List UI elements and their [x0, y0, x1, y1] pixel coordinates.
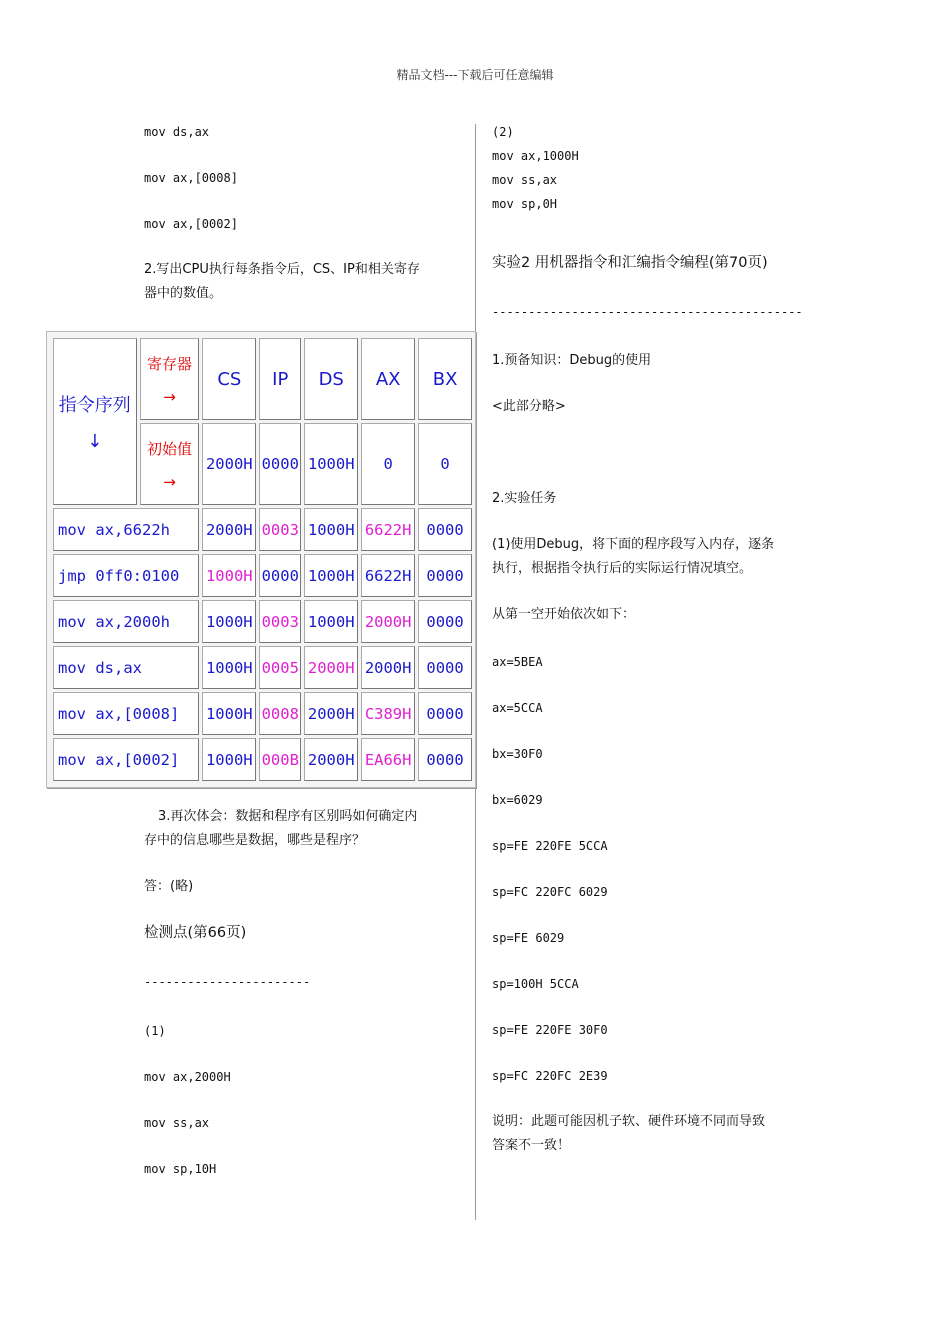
value-cell-cs: 1000H	[202, 738, 256, 781]
instruction-cell: mov ax,6622h	[53, 508, 199, 551]
part-2-label: (2)	[492, 125, 514, 139]
col-header-ip: IP	[259, 338, 301, 420]
value-cell-ip: 0003	[259, 600, 301, 643]
table-row	[53, 646, 472, 689]
value-cell-bx: 0000	[418, 600, 472, 643]
lab-title: 实验2 用机器指令和汇编指令编程(第70页)	[492, 255, 768, 271]
code-line: mov sp,10H	[144, 1162, 217, 1176]
initial-cs: 2000H	[202, 423, 256, 505]
part-1-label: (1)	[144, 1024, 166, 1038]
value-cell-ds: 1000H	[304, 508, 358, 551]
code-line: mov ax,[0008]	[144, 171, 238, 185]
answer-line: bx=6029	[492, 793, 543, 807]
value-cell-ax: 2000H	[361, 646, 415, 689]
code-line: mov ax,1000H	[492, 149, 579, 163]
col-header-ax: AX	[361, 338, 415, 420]
initial-label-cell	[140, 423, 200, 505]
prep-knowledge: 1.预备知识：Debug的使用	[492, 353, 652, 368]
question-2-line-2: 器中的数值。	[144, 286, 223, 301]
instruction-cell: mov ax,2000h	[53, 600, 199, 643]
question-3-line-2: 存中的信息哪些是数据，哪些是程序？	[144, 833, 366, 848]
value-cell-ax: 2000H	[361, 600, 415, 643]
value-cell-ip: 000B	[259, 738, 301, 781]
code-line: mov ss,ax	[492, 173, 558, 187]
order-note: 从第一空开始依次如下：	[492, 607, 636, 622]
code-line: mov ds,ax	[144, 125, 210, 139]
value-cell-ds: 1000H	[304, 600, 358, 643]
value-cell-ax: 6622H	[361, 554, 415, 597]
answer-text: 答：(略)	[144, 879, 194, 894]
table-row	[53, 508, 472, 551]
answer-line: sp=FE 220FE 5CCA	[492, 839, 608, 853]
note-line-2: 答案不一致！	[492, 1138, 571, 1153]
register-table	[50, 335, 475, 784]
register-label-cell	[140, 338, 200, 420]
checkpoint-title: 检测点(第66页)	[144, 925, 247, 941]
answer-line: sp=100H 5CCA	[492, 977, 579, 991]
task-heading: 2.实验任务	[492, 491, 557, 506]
table-row	[53, 692, 472, 735]
value-cell-bx: 0000	[418, 508, 472, 551]
value-cell-ds: 1000H	[304, 554, 358, 597]
table-row	[53, 554, 472, 597]
value-cell-ax: EA66H	[361, 738, 415, 781]
answer-line: ax=5CCA	[492, 701, 543, 715]
instruction-cell: mov ax,[0002]	[53, 738, 199, 781]
right-arrow-icon: →	[163, 387, 176, 406]
value-cell-ip: 0008	[259, 692, 301, 735]
value-cell-bx: 0000	[418, 738, 472, 781]
answer-line: bx=30F0	[492, 747, 543, 761]
value-cell-ds: 2000H	[304, 738, 358, 781]
value-cell-bx: 0000	[418, 646, 472, 689]
initial-ip: 0000	[259, 423, 301, 505]
code-line: mov sp,0H	[492, 197, 558, 211]
value-cell-ip: 0003	[259, 508, 301, 551]
register-table-frame	[46, 331, 476, 788]
code-line: mov ss,ax	[144, 1116, 210, 1130]
value-cell-ax: 6622H	[361, 508, 415, 551]
value-cell-bx: 0000	[418, 554, 472, 597]
code-line: mov ax,2000H	[144, 1070, 231, 1084]
answer-line: ax=5BEA	[492, 655, 543, 669]
initial-ax: 0	[361, 423, 415, 505]
code-line: mov ax,[0002]	[144, 217, 238, 231]
instruction-cell: mov ax,[0008]	[53, 692, 199, 735]
value-cell-cs: 1000H	[202, 554, 256, 597]
down-arrow-icon: ↓	[87, 431, 103, 452]
col-header-cs: CS	[202, 338, 256, 420]
initial-bx: 0	[418, 423, 472, 505]
instruction-cell: mov ds,ax	[53, 646, 199, 689]
instruction-cell: jmp 0ff0:0100	[53, 554, 199, 597]
value-cell-cs: 1000H	[202, 692, 256, 735]
table-row	[53, 738, 472, 781]
value-cell-cs: 1000H	[202, 646, 256, 689]
task-desc-line-2: 执行，根据指令执行后的实际运行情况填空。	[492, 561, 753, 576]
col-header-ds: DS	[304, 338, 358, 420]
task-desc-line-1: (1)使用Debug，将下面的程序段写入内存，逐条	[492, 537, 775, 552]
question-2-line-1: 2.写出CPU执行每条指令后，CS、IP和相关寄存	[144, 262, 420, 277]
value-cell-ip: 0000	[259, 554, 301, 597]
register-label: 寄存器	[146, 354, 192, 373]
question-3-line-1: 3.再次体会：数据和程序有区别吗如何确定内	[158, 809, 418, 824]
value-cell-ax: C389H	[361, 692, 415, 735]
value-cell-ds: 2000H	[304, 692, 358, 735]
separator-line: -----------------------	[144, 975, 311, 989]
value-cell-ds: 2000H	[304, 646, 358, 689]
initial-ds: 1000H	[304, 423, 358, 505]
answer-line: sp=FE 6029	[492, 931, 565, 945]
table-row	[53, 600, 472, 643]
separator-line: -------------------------------------------	[492, 305, 803, 319]
value-cell-cs: 2000H	[202, 508, 256, 551]
answer-line: sp=FE 220FE 30F0	[492, 1023, 608, 1037]
value-cell-ip: 0005	[259, 646, 301, 689]
col-header-bx: BX	[418, 338, 472, 420]
note-line-1: 说明：此题可能因机子软、硬件环境不同而导致	[492, 1114, 766, 1129]
right-arrow-icon: →	[163, 472, 176, 491]
instr-header-cell	[53, 338, 137, 505]
initial-label: 初始值	[146, 439, 192, 458]
value-cell-cs: 1000H	[202, 600, 256, 643]
instr-header-label: 指令序列	[58, 395, 131, 416]
omitted-note: <此部分略>	[492, 399, 566, 414]
value-cell-bx: 0000	[418, 692, 472, 735]
answer-line: sp=FC 220FC 2E39	[492, 1069, 608, 1083]
answer-line: sp=FC 220FC 6029	[492, 885, 608, 899]
page-header: 精品文档---下载后可任意编辑	[396, 68, 554, 82]
